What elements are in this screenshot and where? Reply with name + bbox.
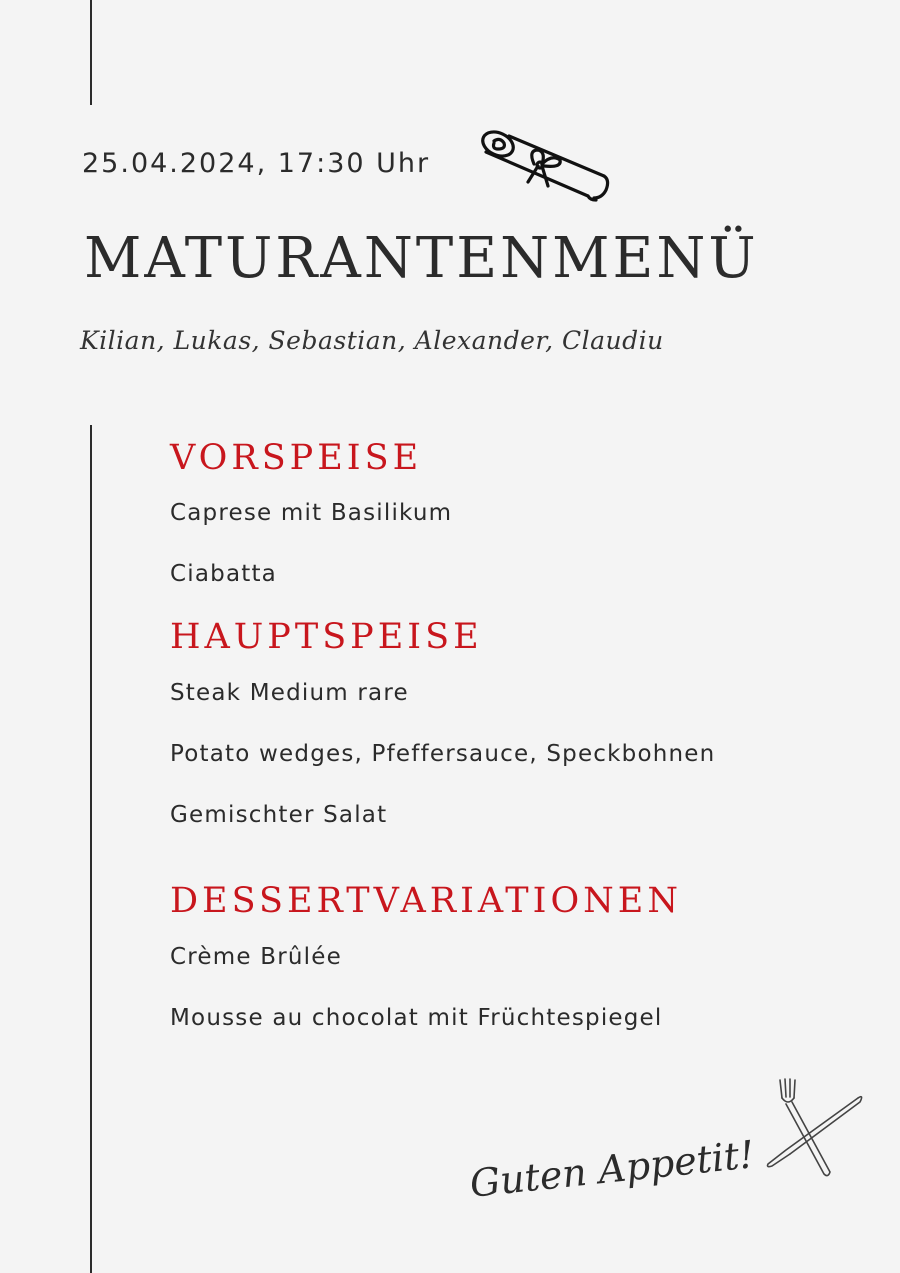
event-date: 25.04.2024, 17:30 Uhr (82, 148, 431, 179)
menu-item: Steak Medium rare (170, 680, 409, 706)
decorative-line-main (90, 425, 92, 1273)
menu-item: Crème Brûlée (170, 944, 342, 970)
menu-title: MATURANTENMENÜ (84, 226, 759, 291)
section-title-hauptspeise: HAUPTSPEISE (170, 617, 483, 657)
decorative-line-top (90, 0, 92, 105)
menu-item: Caprese mit Basilikum (170, 500, 453, 526)
menu-item: Potato wedges, Pfeffersauce, Speckbohnen (170, 741, 716, 767)
closing-message: Guten Appetit! (467, 1132, 757, 1206)
menu-item: Mousse au chocolat mit Früchtespiegel (170, 1005, 663, 1031)
graduate-names: Kilian, Lukas, Sebastian, Alexander, Claudiu (80, 326, 664, 355)
menu-item: Gemischter Salat (170, 802, 388, 828)
fork-knife-icon (760, 1076, 866, 1180)
section-title-vorspeise: VORSPEISE (170, 438, 423, 478)
section-title-dessertvariationen: DESSERTVARIATIONEN (170, 881, 682, 921)
diploma-scroll-icon (476, 124, 612, 214)
menu-item: Ciabatta (170, 561, 277, 587)
